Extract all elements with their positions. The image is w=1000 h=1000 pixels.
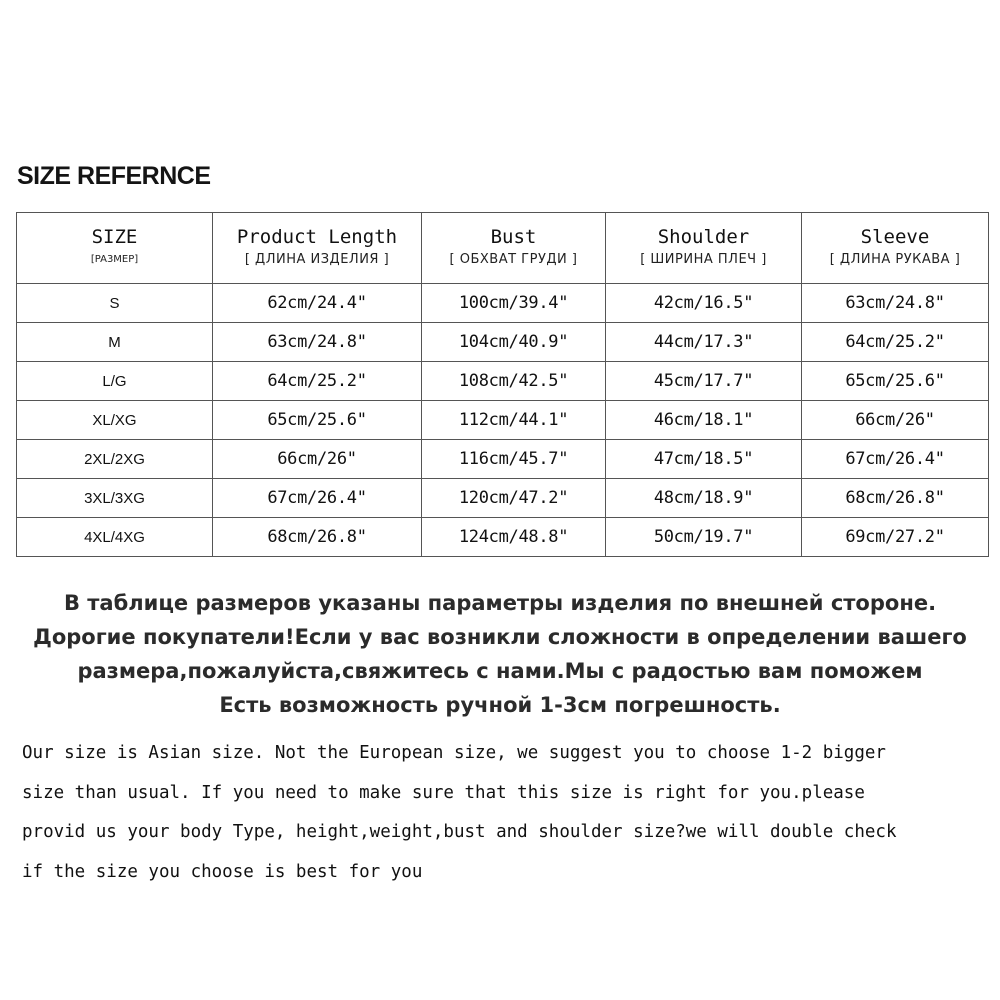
english-note-line: provid us your body Type, height,weight,bust and shoulder size?we will double check bbox=[22, 822, 897, 842]
table-row bbox=[17, 479, 989, 518]
header-bust: Bust [ ОБХВАТ ГРУДИ ] bbox=[422, 213, 606, 284]
sleeve-value: 69cm/27.2" bbox=[802, 518, 989, 557]
table-row bbox=[17, 284, 989, 323]
shoulder-value: 48cm/18.9" bbox=[606, 479, 802, 518]
size-label: 4XL/4XG bbox=[17, 518, 213, 557]
table-row bbox=[17, 518, 989, 557]
sleeve-value: 64cm/25.2" bbox=[802, 323, 989, 362]
english-note-line: Our size is Asian size. Not the European size, we suggest you to choose 1-2 bigger bbox=[22, 743, 886, 763]
bust-value: 104cm/40.9" bbox=[422, 323, 606, 362]
bust-value: 108cm/42.5" bbox=[422, 362, 606, 401]
product-length-value: 64cm/25.2" bbox=[213, 362, 422, 401]
sleeve-value: 68cm/26.8" bbox=[802, 479, 989, 518]
table-header-row bbox=[17, 213, 989, 284]
russian-note-line: размера,пожалуйста,свяжитесь с нами.Мы с радостью вам поможем bbox=[77, 659, 923, 683]
bust-value: 124cm/48.8" bbox=[422, 518, 606, 557]
size-label: S bbox=[17, 284, 213, 323]
shoulder-value: 50cm/19.7" bbox=[606, 518, 802, 557]
sleeve-value: 66cm/26" bbox=[802, 401, 989, 440]
header-sleeve: Sleeve [ ДЛИНА РУКАВА ] bbox=[802, 213, 989, 284]
product-length-value: 62cm/24.4" bbox=[213, 284, 422, 323]
header-product-length: Product Length [ ДЛИНА ИЗДЕЛИЯ ] bbox=[213, 213, 422, 284]
russian-note-line: Есть возможность ручной 1-3см погрешность. bbox=[219, 693, 781, 717]
table-row bbox=[17, 440, 989, 479]
product-length-value: 63cm/24.8" bbox=[213, 323, 422, 362]
header-shoulder: Shoulder [ ШИРИНА ПЛЕЧ ] bbox=[606, 213, 802, 284]
header-size: SIZE [PA3MEP] bbox=[17, 213, 213, 284]
table-row bbox=[17, 401, 989, 440]
shoulder-value: 46cm/18.1" bbox=[606, 401, 802, 440]
shoulder-value: 45cm/17.7" bbox=[606, 362, 802, 401]
size-label: 2XL/2XG bbox=[17, 440, 213, 479]
russian-note-line: В таблице размеров указаны параметры изделия по внешней стороне. bbox=[63, 591, 937, 615]
size-label: XL/XG bbox=[17, 401, 213, 440]
size-label: L/G bbox=[17, 362, 213, 401]
table-row bbox=[17, 362, 989, 401]
bust-value: 100cm/39.4" bbox=[422, 284, 606, 323]
bust-value: 120cm/47.2" bbox=[422, 479, 606, 518]
shoulder-value: 42cm/16.5" bbox=[606, 284, 802, 323]
english-note-line: if the size you choose is best for you bbox=[22, 861, 423, 882]
english-note-line: size than usual. If you need to make sure that this size is right for you.please bbox=[22, 782, 865, 803]
page-title: SIZE REFERNCE bbox=[17, 162, 211, 190]
russian-note bbox=[0, 586, 1000, 722]
product-length-value: 67cm/26.4" bbox=[213, 479, 422, 518]
sleeve-value: 67cm/26.4" bbox=[802, 440, 989, 479]
product-length-value: 65cm/25.6" bbox=[213, 401, 422, 440]
sleeve-value: 65cm/25.6" bbox=[802, 362, 989, 401]
size-label: M bbox=[17, 323, 213, 362]
product-length-value: 66cm/26" bbox=[213, 440, 422, 479]
shoulder-value: 44cm/17.3" bbox=[606, 323, 802, 362]
bust-value: 112cm/44.1" bbox=[422, 401, 606, 440]
russian-note-line: Дорогие покупатели!Если у вас возникли сложности в определении вашего bbox=[33, 625, 967, 649]
table-row bbox=[17, 323, 989, 362]
shoulder-value: 47cm/18.5" bbox=[606, 440, 802, 479]
size-table bbox=[16, 212, 989, 557]
bust-value: 116cm/45.7" bbox=[422, 440, 606, 479]
product-length-value: 68cm/26.8" bbox=[213, 518, 422, 557]
sleeve-value: 63cm/24.8" bbox=[802, 284, 989, 323]
english-note bbox=[22, 734, 992, 892]
size-label: 3XL/3XG bbox=[17, 479, 213, 518]
